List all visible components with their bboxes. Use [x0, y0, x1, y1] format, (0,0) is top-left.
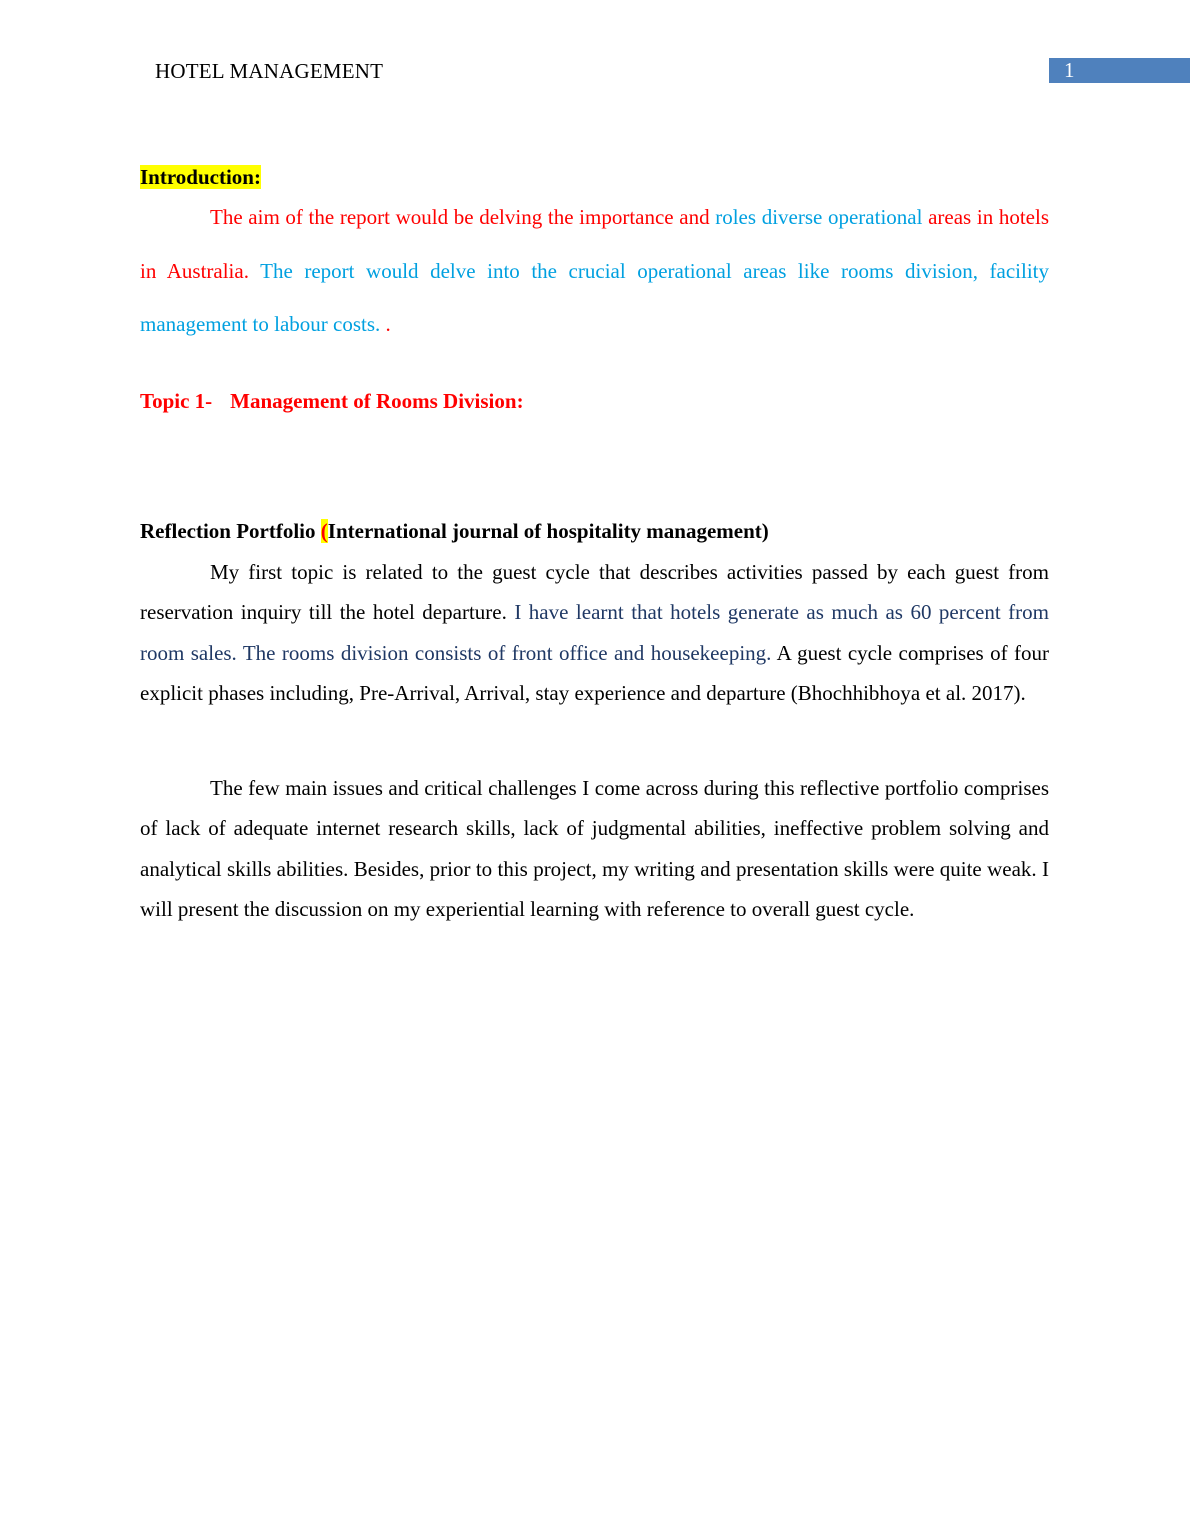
reflection-heading-start: Reflection Portfolio [140, 519, 321, 543]
running-header: HOTEL MANAGEMENT [155, 59, 384, 83]
intro-segment: roles diverse operational [715, 205, 929, 229]
intro-segment: The report would delve into the crucial operational areas like rooms division, facility management to labour costs. [140, 258, 1049, 336]
para1-part2: I have learnt that hotels generate as much as 60 percent from room sales. The rooms division consists of front office and housekeeping. [140, 600, 1049, 665]
topic-title: Management of Rooms Division: [230, 389, 524, 413]
topic-number: Topic 1- [140, 389, 213, 413]
introduction-heading-text: Introduction: [140, 165, 261, 189]
reflection-paragraph-1 [140, 552, 1049, 713]
introduction-heading [140, 164, 1049, 190]
para1-part1: My first topic is related to the guest cycle that describes activities passed by each guest from reservation inquiry till the hotel departure. [140, 560, 1049, 625]
introduction-paragraph [140, 191, 1049, 352]
reflection-heading-paren: ( [320, 519, 328, 543]
intro-segment: areas in hotels in Australia. [140, 205, 1050, 283]
intro-segment: . [385, 312, 391, 336]
reflection-heading [140, 518, 1049, 544]
reflection-heading-rest: International journal of hospitality management) [327, 519, 769, 543]
page-number: 1 [1064, 58, 1075, 82]
topic-heading [140, 388, 1049, 414]
intro-segment: The aim of the report would be delving the importance and [210, 205, 716, 229]
para1-part3: A guest cycle comprises of four explicit phases including, Pre-Arrival, Arrival, stay experience and departure (Bhochhibhoya et al. 2017). [140, 640, 1049, 705]
reflection-paragraph-2: The few main issues and critical challenges I come across during this reflective portfolio comprises of lack of adequate internet research skills, lack of judgmental abilities, ineffective problem solving and analytical skills abilities. Besides, prior to this project, my writing and presentation skills were quite weak. I will present the discussion on my experiential learning with reference to overall guest cycle. [140, 776, 1049, 921]
page-number-box [1049, 58, 1190, 83]
